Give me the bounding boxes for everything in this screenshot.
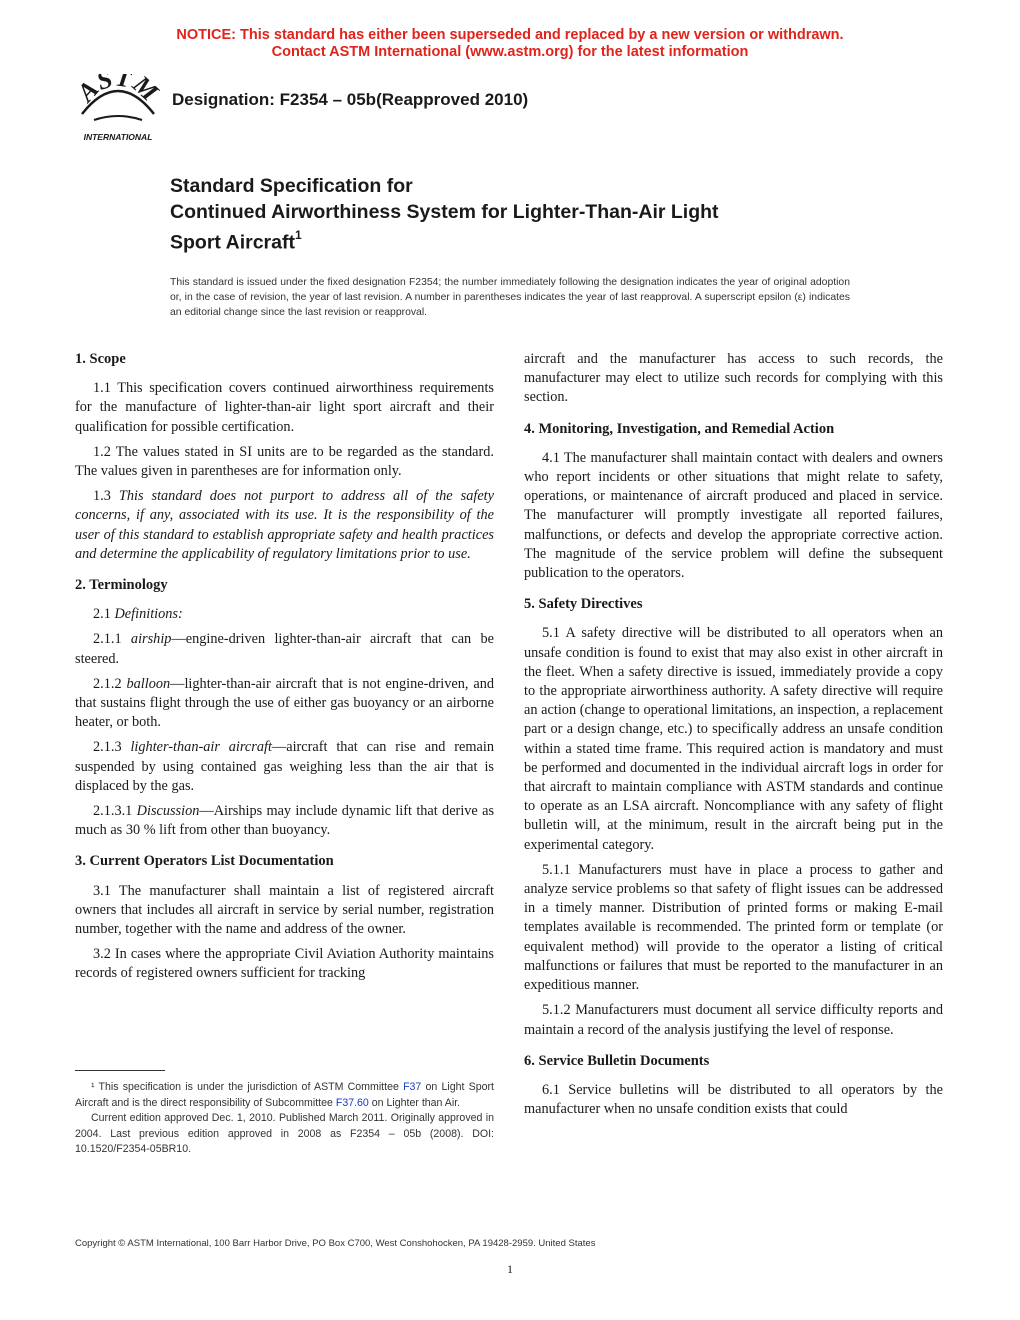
title-line-1: Standard Specification for — [170, 175, 413, 197]
footnote — [75, 1080, 494, 1158]
paragraph-4-1: 4.1 The manufacturer shall maintain contact with dealers and owners who report incidents or other situations that might relate to safety, operations, or maintenance of aircraft produced and placed in service. The manufacturer will promptly investigate all reported failures, malfunctions, or defects and develop the appropriate corrective action. The magnitude of the service problem will define the subsequent publication to the operators. — [524, 449, 943, 582]
paragraph-3-2-continued: aircraft and the manufacturer has access to such records, the manufacturer may elect to utilize such records for complying with this section. — [524, 351, 943, 406]
section-3-heading: 3. Current Operators List Documentation — [75, 853, 334, 870]
svg-text:ASTM — [72, 74, 164, 109]
paragraph-2-1-1-definition: —engine-driven lighter-than-air aircraft that can be steered. — [75, 631, 494, 667]
logo-text: ASTM — [72, 74, 164, 108]
paragraph-2-1-3-1-number: 2.1.3.1 — [93, 803, 137, 820]
title-footnote-mark: 1 — [294, 228, 302, 242]
section-5-heading: 5. Safety Directives — [524, 596, 643, 613]
paragraph-2-1-3 — [75, 738, 494, 796]
paragraph-5-1-2: 5.1.2 Manufacturers must document all service difficulty reports and maintain a record of the analysis justifying the level of response. — [524, 1002, 943, 1038]
footnote-text-b: on Light Sport Aircraft and is the direct responsibility of Subcommittee — [75, 1081, 495, 1109]
footnote-text-c: on Lighter than Air. — [368, 1096, 461, 1109]
supersession-notice — [0, 27, 1020, 61]
paragraph-3-2: 3.2 In cases where the appropriate Civil Aviation Authority maintains records of registered owners sufficient for tracking — [75, 946, 494, 982]
paragraph-2-1-number: 2.1 — [93, 606, 115, 623]
paragraph-2-1-3-1-definition: —Airships may include dynamic lift that derive as much as 30 % lift from other than buoyancy. — [75, 803, 495, 839]
paragraph-6-1: 6.1 Service bulletins will be distributed to all operators by the manufacturer when no unsafe condition exists that could — [524, 1081, 943, 1118]
footnote-text-a: ¹ This specification is under the jurisdiction of ASTM Committee — [91, 1081, 404, 1093]
section-4-heading: 4. Monitoring, Investigation, and Remedial Action — [524, 420, 835, 437]
paragraph-1-1: 1.1 This specification covers continued airworthiness requirements for the manufacture of lighter-than-air light sport aircraft and their qualification for possible certification. — [75, 380, 494, 435]
title-line-3-text: Sport Aircraft — [170, 231, 295, 254]
section-2-heading: 2. Terminology — [75, 577, 168, 594]
logo-subtext: INTERNATIONAL — [83, 132, 153, 142]
copyright: Copyright © ASTM International, 100 Barr Harbor Drive, PO Box C700, West Conshohocken, PA 19428-2959. United States — [75, 1238, 596, 1249]
paragraph-1-3-text: This standard does not purport to address all of the safety concerns, if any, associated with its use. It is the responsibility of the user of this standard to establish appropriate safety and health practices and determine the applicability of regulatory limitations prior to use. — [75, 488, 494, 562]
paragraph-3-1: 3.1 The manufacturer shall maintain a list of registered aircraft owners that includes all aircraft in service by serial number, registration number, together with the name and address of the owner. — [75, 882, 494, 938]
paragraph-2-1-3-number: 2.1.3 — [93, 739, 131, 756]
paragraph-2-1-3-definition: —aircraft that can rise and remain suspended by using contained gas weighing less than the air that is displaced by the gas. — [75, 739, 494, 794]
paragraph-2-1-3-1 — [75, 802, 494, 840]
paragraph-1-2: 1.2 The values stated in SI units are to be regarded as the standard. The values given in parentheses are for information only. — [75, 443, 494, 480]
paragraph-2-1-3-term: lighter-than-air aircraft — [130, 739, 272, 756]
footnote-edition: Current edition approved Dec. 1, 2010. Published March 2011. Originally approved in 2004. Last previous edition approved in 2008 as F2354 – 05b (2008). DOI: 10.1520/F2354-05BR10. — [75, 1112, 494, 1155]
footnote-rule — [75, 1070, 165, 1071]
footnote-jurisdiction — [75, 1080, 494, 1111]
title-line-3 — [170, 225, 870, 256]
section-6-heading: 6. Service Bulletin Documents — [524, 1052, 710, 1069]
paragraph-2-1-2 — [75, 675, 494, 733]
paragraph-5-1: 5.1 A safety directive will be distributed to all operators when an unsafe condition is found to exist that may also exist in other aircraft in the fleet. When a safety directive is issued, immediately provide a copy to the appropriate airworthiness authority. A safety directive will require an action (change to operational limitations, an inspection, a replacement part or a design change, etc.) to specifically address an unsafe condition within a stated time frame. This required action is mandatory and must be performed and documented in the individual aircraft logs in order for that aircraft to maintain compliance with ASTM standards and continue to operate as an LSA aircraft. Noncompliance with any safety of flight bulletin will, at the minimum, result in the aircraft being put in the experimental category. — [524, 625, 943, 853]
paragraph-2-1-2-number: 2.1.2 — [93, 675, 127, 692]
paragraph-2-1 — [75, 605, 494, 624]
paragraph-1-3 — [75, 487, 494, 564]
paragraph-2-1-1 — [75, 630, 494, 668]
paragraph-2-1-term: Definitions: — [114, 606, 183, 623]
paragraph-2-1-3-1-term: Discussion — [136, 803, 200, 820]
paragraph-1-3-number: 1.3 — [93, 488, 119, 505]
issue-note: This standard is issued under the fixed designation F2354; the number immediately following the designation indicates the year of original adoption or, in the case of revision, the year of last revision. A number in parentheses indicates the year of last reapproval. A superscript epsilon (ε) indicates an editorial change since the last revision or reapproval. — [170, 277, 850, 318]
title-line-2: Continued Airworthiness System for Lighter-Than-Air Light — [170, 200, 719, 223]
paragraph-2-1-2-term: balloon — [126, 675, 171, 692]
left-column — [75, 350, 494, 990]
paragraph-2-1-2-definition: —lighter-than-air aircraft that is not engine-driven, and that sustains flight through the use of either gas buoyancy or an airborne heater, or both. — [75, 675, 495, 731]
notice-line-1: NOTICE: This standard has either been superseded and replaced by a new version or withdrawn. — [176, 27, 844, 43]
astm-logo — [72, 74, 164, 146]
paragraph-5-1-1: 5.1.1 Manufacturers must have in place a process to gather and analyze service problems so that safety of flight issues can be addressed in a timely manner. Distribution of printed forms or making E-mail templates available is recommended. The printed form or template (or equivalent method) will provide to the operator a listing of critical malfunctions or failures that must be reported to the manufacturer in an expeditious manner. — [524, 861, 943, 994]
document-title — [170, 174, 870, 256]
subcommittee-f37-60-link[interactable]: F37.60 — [335, 1096, 369, 1109]
paragraph-2-1-1-number: 2.1.1 — [93, 631, 131, 648]
designation: Designation: F2354 – 05b(Reapproved 2010) — [172, 90, 529, 109]
section-1-heading: 1. Scope — [75, 351, 126, 367]
paragraph-2-1-1-term: airship — [130, 631, 172, 648]
page-number: 1 — [507, 1262, 513, 1276]
committee-f37-link[interactable]: F37 — [403, 1081, 422, 1093]
notice-line-2: Contact ASTM International (www.astm.org) for the latest information — [271, 44, 749, 60]
right-column — [524, 350, 943, 1125]
